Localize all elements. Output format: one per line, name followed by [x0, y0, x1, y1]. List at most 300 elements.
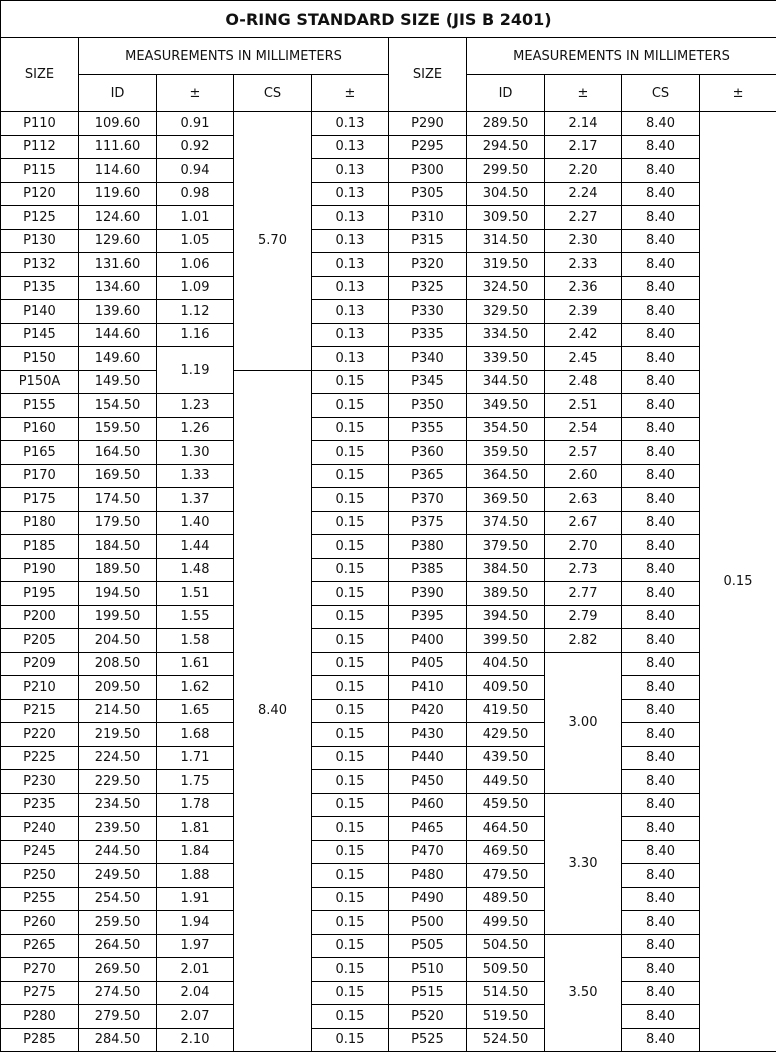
left-id-cell: 144.60 [79, 323, 157, 347]
left-id-tolerance-cell: 1.37 [157, 488, 234, 512]
left-id-cell: 259.50 [79, 911, 157, 935]
right-id-cell: 344.50 [467, 370, 545, 394]
right-cs-cell: 8.40 [622, 511, 700, 535]
left-id-cell: 229.50 [79, 770, 157, 794]
left-cs-tolerance-cell: 0.15 [312, 934, 389, 958]
right-id-cell: 524.50 [467, 1028, 545, 1052]
left-size-cell: P230 [1, 770, 79, 794]
right-size-cell: P515 [389, 981, 467, 1005]
right-size-cell: P525 [389, 1028, 467, 1052]
left-size-cell: P145 [1, 323, 79, 347]
left-id-cell: 124.60 [79, 206, 157, 230]
right-id-tolerance-cell: 2.79 [545, 605, 622, 629]
right-id-tolerance-cell: 2.70 [545, 535, 622, 559]
right-size-cell: P450 [389, 770, 467, 794]
left-cs-tolerance-cell: 0.15 [312, 488, 389, 512]
left-id-cell: 254.50 [79, 887, 157, 911]
left-size-cell: P170 [1, 464, 79, 488]
table-row [1, 347, 776, 371]
measurements-header-right: MEASUREMENTS IN MILLIMETERS [467, 38, 776, 75]
left-id-cell: 199.50 [79, 605, 157, 629]
left-id-cell: 204.50 [79, 629, 157, 653]
table-row [1, 253, 776, 277]
measurements-header-left: MEASUREMENTS IN MILLIMETERS [79, 38, 389, 75]
right-size-cell: P430 [389, 723, 467, 747]
left-size-cell: P200 [1, 605, 79, 629]
right-id-tolerance-cell: 2.24 [545, 182, 622, 206]
left-id-tolerance-cell: 1.65 [157, 699, 234, 723]
left-cs-tolerance-cell: 0.15 [312, 840, 389, 864]
right-id-cell: 324.50 [467, 276, 545, 300]
right-id-tolerance-cell: 2.17 [545, 135, 622, 159]
right-cs-cell: 8.40 [622, 1028, 700, 1052]
right-id-cell: 289.50 [467, 112, 545, 136]
left-cs-tolerance-cell: 0.15 [312, 911, 389, 935]
left-id-cell: 109.60 [79, 112, 157, 136]
left-id-tolerance-cell: 1.01 [157, 206, 234, 230]
left-id-tolerance-cell: 1.55 [157, 605, 234, 629]
right-id-cell: 369.50 [467, 488, 545, 512]
right-size-cell: P300 [389, 159, 467, 183]
left-id-tolerance-cell: 2.07 [157, 1005, 234, 1029]
right-size-cell: P320 [389, 253, 467, 277]
left-cs-tolerance-cell: 0.15 [312, 582, 389, 606]
right-id-tolerance-cell: 2.67 [545, 511, 622, 535]
left-cs-tolerance-cell: 0.15 [312, 464, 389, 488]
right-size-cell: P330 [389, 300, 467, 324]
left-cs-tolerance-cell: 0.15 [312, 864, 389, 888]
right-size-cell: P345 [389, 370, 467, 394]
left-cs-tolerance-cell: 0.15 [312, 394, 389, 418]
table-row [1, 652, 776, 676]
left-id-cell: 214.50 [79, 699, 157, 723]
table-row [1, 370, 776, 394]
left-id-cell: 279.50 [79, 1005, 157, 1029]
right-id-cell: 299.50 [467, 159, 545, 183]
cs-header-right: CS [622, 75, 700, 112]
left-id-tolerance-cell: 1.09 [157, 276, 234, 300]
id-header-right: ID [467, 75, 545, 112]
table-row [1, 276, 776, 300]
left-cs-tolerance-cell: 0.15 [312, 958, 389, 982]
left-size-cell: P280 [1, 1005, 79, 1029]
table-row [1, 135, 776, 159]
right-id-cell: 384.50 [467, 558, 545, 582]
left-size-cell: P255 [1, 887, 79, 911]
left-id-tolerance-cell: 1.91 [157, 887, 234, 911]
right-id-cell: 469.50 [467, 840, 545, 864]
left-id-cell: 264.50 [79, 934, 157, 958]
left-id-cell: 239.50 [79, 817, 157, 841]
right-cs-cell: 8.40 [622, 887, 700, 911]
left-cs-cell: 5.70 [234, 112, 312, 371]
right-cs-cell: 8.40 [622, 441, 700, 465]
left-id-tolerance-cell: 1.78 [157, 793, 234, 817]
left-id-tolerance-cell: 1.97 [157, 934, 234, 958]
left-cs-tolerance-cell: 0.13 [312, 182, 389, 206]
right-id-tolerance-cell: 2.82 [545, 629, 622, 653]
table-row [1, 817, 776, 841]
left-size-cell: P150 [1, 347, 79, 371]
right-cs-cell: 8.40 [622, 535, 700, 559]
left-id-cell: 129.60 [79, 229, 157, 253]
right-cs-cell: 8.40 [622, 629, 700, 653]
right-id-cell: 294.50 [467, 135, 545, 159]
table-row [1, 300, 776, 324]
right-size-cell: P390 [389, 582, 467, 606]
right-id-tolerance-cell: 2.20 [545, 159, 622, 183]
right-cs-cell: 8.40 [622, 417, 700, 441]
right-id-cell: 379.50 [467, 535, 545, 559]
left-size-cell: P195 [1, 582, 79, 606]
left-size-cell: P245 [1, 840, 79, 864]
left-cs-tolerance-cell: 0.13 [312, 112, 389, 136]
left-cs-tolerance-cell: 0.15 [312, 723, 389, 747]
left-cs-tolerance-cell: 0.13 [312, 253, 389, 277]
left-size-cell: P155 [1, 394, 79, 418]
table-row [1, 112, 776, 136]
left-id-tolerance-cell: 1.23 [157, 394, 234, 418]
left-cs-tolerance-cell: 0.13 [312, 323, 389, 347]
cs-header-left: CS [234, 75, 312, 112]
right-cs-cell: 8.40 [622, 464, 700, 488]
right-size-cell: P505 [389, 934, 467, 958]
right-id-cell: 359.50 [467, 441, 545, 465]
left-cs-tolerance-cell: 0.13 [312, 135, 389, 159]
left-cs-tolerance-cell: 0.13 [312, 300, 389, 324]
right-size-cell: P440 [389, 746, 467, 770]
right-id-cell: 514.50 [467, 981, 545, 1005]
table-title: O-RING STANDARD SIZE (JIS B 2401) [1, 1, 776, 38]
right-id-tolerance-cell: 2.60 [545, 464, 622, 488]
table-row [1, 629, 776, 653]
left-id-cell: 179.50 [79, 511, 157, 535]
right-size-cell: P420 [389, 699, 467, 723]
right-id-cell: 319.50 [467, 253, 545, 277]
left-cs-tolerance-cell: 0.13 [312, 276, 389, 300]
right-size-cell: P385 [389, 558, 467, 582]
right-size-cell: P295 [389, 135, 467, 159]
right-id-cell: 504.50 [467, 934, 545, 958]
left-cs-tolerance-cell: 0.15 [312, 887, 389, 911]
right-id-tolerance-cell: 2.73 [545, 558, 622, 582]
left-id-tolerance-cell: 1.05 [157, 229, 234, 253]
table-row [1, 887, 776, 911]
right-id-cell: 409.50 [467, 676, 545, 700]
table-row [1, 958, 776, 982]
right-cs-cell: 8.40 [622, 699, 700, 723]
left-id-cell: 234.50 [79, 793, 157, 817]
left-id-tolerance-cell: 1.88 [157, 864, 234, 888]
right-id-cell: 389.50 [467, 582, 545, 606]
right-id-tolerance-cell: 2.48 [545, 370, 622, 394]
cs-tolerance-header-right: ± [700, 75, 776, 112]
right-size-cell: P365 [389, 464, 467, 488]
left-id-cell: 119.60 [79, 182, 157, 206]
right-cs-cell: 8.40 [622, 159, 700, 183]
right-size-cell: P470 [389, 840, 467, 864]
right-id-cell: 459.50 [467, 793, 545, 817]
left-size-cell: P210 [1, 676, 79, 700]
right-cs-cell: 8.40 [622, 1005, 700, 1029]
right-cs-cell: 8.40 [622, 582, 700, 606]
right-cs-cell: 8.40 [622, 723, 700, 747]
right-size-cell: P310 [389, 206, 467, 230]
left-id-tolerance-cell: 1.62 [157, 676, 234, 700]
left-cs-cell: 8.40 [234, 370, 312, 1052]
left-id-cell: 159.50 [79, 417, 157, 441]
right-cs-cell: 8.40 [622, 276, 700, 300]
left-size-cell: P110 [1, 112, 79, 136]
right-id-tolerance-cell: 2.57 [545, 441, 622, 465]
right-id-cell: 339.50 [467, 347, 545, 371]
left-size-cell: P190 [1, 558, 79, 582]
left-size-cell: P275 [1, 981, 79, 1005]
left-size-cell: P112 [1, 135, 79, 159]
left-id-tolerance-cell: 1.68 [157, 723, 234, 747]
right-size-cell: P395 [389, 605, 467, 629]
left-size-cell: P125 [1, 206, 79, 230]
right-id-cell: 404.50 [467, 652, 545, 676]
left-cs-tolerance-cell: 0.15 [312, 770, 389, 794]
left-id-cell: 169.50 [79, 464, 157, 488]
left-id-tolerance-cell: 0.91 [157, 112, 234, 136]
left-id-tolerance-cell: 0.92 [157, 135, 234, 159]
left-cs-tolerance-cell: 0.13 [312, 159, 389, 183]
left-id-cell: 174.50 [79, 488, 157, 512]
right-cs-cell: 8.40 [622, 370, 700, 394]
left-id-cell: 209.50 [79, 676, 157, 700]
left-id-tolerance-cell: 1.71 [157, 746, 234, 770]
table-row [1, 840, 776, 864]
left-size-cell: P165 [1, 441, 79, 465]
left-cs-tolerance-cell: 0.13 [312, 347, 389, 371]
left-cs-tolerance-cell: 0.15 [312, 417, 389, 441]
table-row [1, 934, 776, 958]
right-cs-tolerance-cell: 0.15 [700, 112, 776, 1052]
right-id-tolerance-cell: 2.77 [545, 582, 622, 606]
right-size-cell: P405 [389, 652, 467, 676]
left-id-tolerance-cell: 2.01 [157, 958, 234, 982]
table-row [1, 488, 776, 512]
left-cs-tolerance-cell: 0.15 [312, 370, 389, 394]
right-size-cell: P480 [389, 864, 467, 888]
left-id-cell: 154.50 [79, 394, 157, 418]
right-size-cell: P350 [389, 394, 467, 418]
right-id-cell: 519.50 [467, 1005, 545, 1029]
table-row [1, 582, 776, 606]
left-id-tolerance-cell: 2.10 [157, 1028, 234, 1052]
left-cs-tolerance-cell: 0.15 [312, 817, 389, 841]
right-size-cell: P290 [389, 112, 467, 136]
right-cs-cell: 8.40 [622, 817, 700, 841]
left-id-cell: 274.50 [79, 981, 157, 1005]
left-id-cell: 139.60 [79, 300, 157, 324]
left-size-cell: P240 [1, 817, 79, 841]
left-id-cell: 184.50 [79, 535, 157, 559]
right-id-cell: 429.50 [467, 723, 545, 747]
right-id-tolerance-cell: 2.14 [545, 112, 622, 136]
table-row [1, 558, 776, 582]
right-size-cell: P465 [389, 817, 467, 841]
size-header-left: SIZE [1, 38, 79, 112]
left-id-tolerance-cell: 1.40 [157, 511, 234, 535]
left-cs-tolerance-cell: 0.15 [312, 1005, 389, 1029]
table-row [1, 1005, 776, 1029]
left-id-cell: 134.60 [79, 276, 157, 300]
right-id-cell: 314.50 [467, 229, 545, 253]
right-cs-cell: 8.40 [622, 253, 700, 277]
left-id-tolerance-cell: 1.48 [157, 558, 234, 582]
table-row [1, 770, 776, 794]
left-size-cell: P140 [1, 300, 79, 324]
right-size-cell: P400 [389, 629, 467, 653]
size-header-right: SIZE [389, 38, 467, 112]
right-id-tolerance-cell: 2.30 [545, 229, 622, 253]
right-cs-cell: 8.40 [622, 840, 700, 864]
left-size-cell: P209 [1, 652, 79, 676]
right-id-cell: 399.50 [467, 629, 545, 653]
left-size-cell: P265 [1, 934, 79, 958]
right-cs-cell: 8.40 [622, 112, 700, 136]
right-id-cell: 479.50 [467, 864, 545, 888]
left-id-cell: 219.50 [79, 723, 157, 747]
right-cs-cell: 8.40 [622, 864, 700, 888]
table-row [1, 441, 776, 465]
right-id-cell: 309.50 [467, 206, 545, 230]
right-id-tolerance-cell: 2.39 [545, 300, 622, 324]
left-size-cell: P150A [1, 370, 79, 394]
left-id-tolerance-cell: 0.94 [157, 159, 234, 183]
left-cs-tolerance-cell: 0.15 [312, 793, 389, 817]
id-header-left: ID [79, 75, 157, 112]
right-id-tolerance-cell: 2.27 [545, 206, 622, 230]
right-id-tolerance-cell: 3.30 [545, 793, 622, 934]
right-id-cell: 449.50 [467, 770, 545, 794]
left-cs-tolerance-cell: 0.15 [312, 746, 389, 770]
table-row [1, 699, 776, 723]
right-size-cell: P360 [389, 441, 467, 465]
left-cs-tolerance-cell: 0.15 [312, 699, 389, 723]
left-cs-tolerance-cell: 0.15 [312, 511, 389, 535]
right-cs-cell: 8.40 [622, 182, 700, 206]
right-cs-cell: 8.40 [622, 770, 700, 794]
left-id-tolerance-cell: 1.44 [157, 535, 234, 559]
right-id-cell: 364.50 [467, 464, 545, 488]
left-size-cell: P130 [1, 229, 79, 253]
right-cs-cell: 8.40 [622, 911, 700, 935]
left-size-cell: P250 [1, 864, 79, 888]
left-id-cell: 194.50 [79, 582, 157, 606]
left-cs-tolerance-cell: 0.15 [312, 441, 389, 465]
table-row [1, 182, 776, 206]
left-id-cell: 111.60 [79, 135, 157, 159]
right-id-cell: 509.50 [467, 958, 545, 982]
left-id-cell: 131.60 [79, 253, 157, 277]
left-size-cell: P270 [1, 958, 79, 982]
table-row [1, 159, 776, 183]
table-row [1, 323, 776, 347]
table-row [1, 394, 776, 418]
left-cs-tolerance-cell: 0.15 [312, 981, 389, 1005]
table-row [1, 417, 776, 441]
left-size-cell: P205 [1, 629, 79, 653]
left-id-tolerance-cell: 1.94 [157, 911, 234, 935]
right-size-cell: P380 [389, 535, 467, 559]
left-id-cell: 149.50 [79, 370, 157, 394]
right-id-cell: 304.50 [467, 182, 545, 206]
right-id-cell: 489.50 [467, 887, 545, 911]
table-row [1, 981, 776, 1005]
left-id-cell: 249.50 [79, 864, 157, 888]
table-row [1, 206, 776, 230]
table-row [1, 511, 776, 535]
right-cs-cell: 8.40 [622, 793, 700, 817]
table-row [1, 793, 776, 817]
right-id-tolerance-cell: 2.36 [545, 276, 622, 300]
right-id-tolerance-cell: 2.45 [545, 347, 622, 371]
left-id-tolerance-cell: 1.26 [157, 417, 234, 441]
left-size-cell: P285 [1, 1028, 79, 1052]
right-size-cell: P340 [389, 347, 467, 371]
left-cs-tolerance-cell: 0.15 [312, 652, 389, 676]
right-cs-cell: 8.40 [622, 558, 700, 582]
table-row [1, 911, 776, 935]
right-id-cell: 499.50 [467, 911, 545, 935]
right-cs-cell: 8.40 [622, 676, 700, 700]
left-id-tolerance-cell: 1.51 [157, 582, 234, 606]
left-id-tolerance-cell: 1.06 [157, 253, 234, 277]
table-body [1, 112, 776, 1052]
right-cs-cell: 8.40 [622, 229, 700, 253]
left-cs-tolerance-cell: 0.15 [312, 605, 389, 629]
right-cs-cell: 8.40 [622, 347, 700, 371]
left-cs-tolerance-cell: 0.13 [312, 229, 389, 253]
right-cs-cell: 8.40 [622, 934, 700, 958]
left-id-tolerance-cell: 1.61 [157, 652, 234, 676]
left-size-cell: P260 [1, 911, 79, 935]
left-cs-tolerance-cell: 0.15 [312, 558, 389, 582]
right-id-cell: 394.50 [467, 605, 545, 629]
right-size-cell: P460 [389, 793, 467, 817]
right-id-cell: 419.50 [467, 699, 545, 723]
table-row [1, 535, 776, 559]
left-id-tolerance-cell: 1.75 [157, 770, 234, 794]
right-size-cell: P305 [389, 182, 467, 206]
left-id-cell: 114.60 [79, 159, 157, 183]
left-id-tolerance-cell: 0.98 [157, 182, 234, 206]
right-id-tolerance-cell: 2.51 [545, 394, 622, 418]
left-size-cell: P120 [1, 182, 79, 206]
left-id-cell: 189.50 [79, 558, 157, 582]
right-size-cell: P510 [389, 958, 467, 982]
right-id-cell: 374.50 [467, 511, 545, 535]
table-row [1, 1028, 776, 1052]
right-id-tolerance-cell: 2.63 [545, 488, 622, 512]
right-id-tolerance-cell: 3.50 [545, 934, 622, 1052]
table-row [1, 464, 776, 488]
left-cs-tolerance-cell: 0.15 [312, 535, 389, 559]
left-cs-tolerance-cell: 0.15 [312, 629, 389, 653]
right-size-cell: P335 [389, 323, 467, 347]
left-id-cell: 224.50 [79, 746, 157, 770]
right-cs-cell: 8.40 [622, 605, 700, 629]
table-row [1, 723, 776, 747]
left-size-cell: P180 [1, 511, 79, 535]
right-size-cell: P410 [389, 676, 467, 700]
right-cs-cell: 8.40 [622, 981, 700, 1005]
right-cs-cell: 8.40 [622, 958, 700, 982]
